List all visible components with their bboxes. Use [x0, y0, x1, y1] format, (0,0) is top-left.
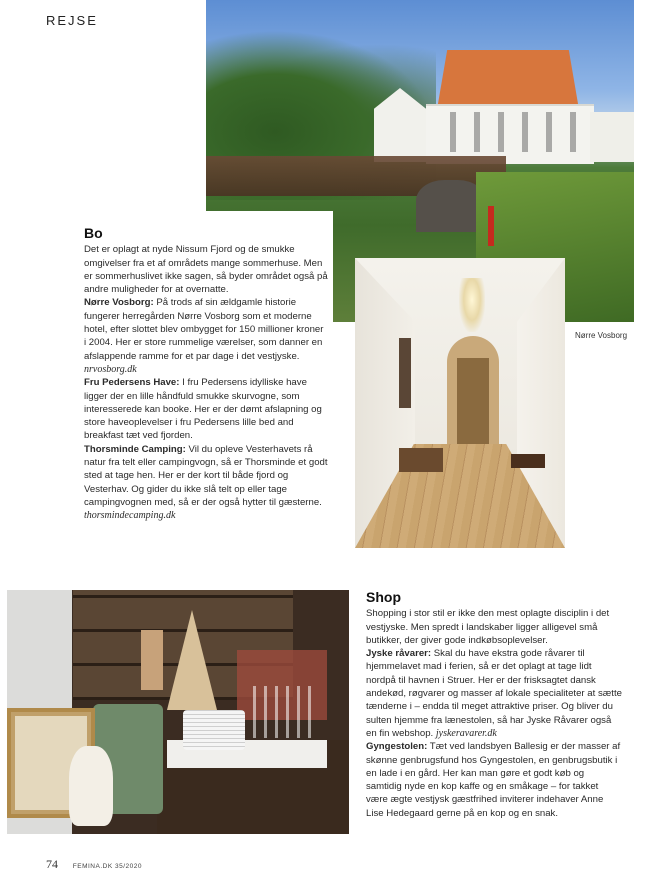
bo-entry: [84, 296, 328, 376]
bo-entry-text: Vil du opleve Vesterhavets rå natur fra telt eller campingvogn, så er Thorsminde et godt sted at tage hen. Her er der kort til både fjord og Vesterhav. Og gider du ikke slå telt op eller tage campingvognen med, så er der også hytter til gæsterne.: [84, 443, 328, 508]
shop-photo: [7, 590, 349, 834]
bo-entry-lead: Thorsminde Camping:: [84, 443, 186, 455]
shop-entry-text: Tæt ved landsbyen Ballesig er der masser af skønne genbrugsfund hos Gyngestolen, en genbrugsbutik i en lade i en gård. Her kan man gøre et godt køb og samtidig nyde en kop kaffe og en småkage – for takket være ægte vestjysk gæstfrihed inviterer indehaver Anne Lise Hedegaard gerne på en kop og en snak.: [366, 741, 621, 819]
shop-entry-url[interactable]: jyskeravarer.dk: [435, 727, 497, 739]
shop-entry-lead: Jyske råvarer:: [366, 648, 432, 660]
shop-article: [366, 591, 622, 820]
photo-caption: Nørre Vosborg: [575, 331, 628, 340]
bo-entry: [84, 376, 328, 442]
shop-intro: Shopping i stor stil er ikke den mest oplagte disciplin i det vestjyske. Men spredt i landskaber ligger alligevel små butikker, der giver gode indkøbsoplevelser.: [366, 608, 610, 646]
shop-entry: [366, 740, 622, 820]
bo-entry-text: I fru Pedersens idylliske have ligger der en lille håndfuld smukke skurvogne, som interesserede kan booke. Her er der dømt afslapning og store haveoplevelser i fru Pedersens lille bed and breakfast tæt ved fjorden.: [84, 377, 322, 442]
bo-entry: [84, 443, 328, 523]
bo-entry-lead: Fru Pedersens Have:: [84, 377, 180, 389]
hallway-photo: [355, 258, 565, 548]
shop-entry: [366, 647, 622, 740]
bo-intro: Det er oplagt at nyde Nissum Fjord og de smukke omgivelser fra et af områdets mange sommerhuse. Men er sommerhuslivet ikke sagen, så byder området også på andre muligheder for at overnatte.: [84, 244, 328, 296]
shop-entry-lead: Gyngestolen:: [366, 741, 428, 753]
shop-heading: Shop: [366, 589, 401, 605]
bo-article: [84, 227, 328, 523]
shop-entry-text: Skal du have ekstra gode råvarer til hjemmelavet mad i ferien, så er det oplagt at tage lidt nordpå til havnen i Struer. Her er der frisksagtet dansk andekød, røgvarer og masser af lokale specialiteter at sætte tænderne i – endda til meget attraktive priser. Og bliver du sulten hjemme fra lænestolen, så har Jyske Råvarer også en fin webshop.: [366, 648, 622, 739]
bo-heading: Bo: [84, 225, 103, 241]
page-number: 74: [46, 857, 58, 871]
bo-entry-url[interactable]: thorsmindecamping.dk: [84, 510, 176, 522]
bo-entry-text: På trods af sin ældgamle historie fungerer herregården Nørre Vosborg som et moderne hotel, efter slottet blev ombygget for 150 millioner kroner i 2004. Her er store rummelige værelser, som danner en afslappende ramme for et par dage i det vestjyske.: [84, 297, 324, 362]
bo-entry-url[interactable]: nrvosborg.dk: [84, 363, 137, 375]
magazine-issue: FEMINA.DK 35/2020: [72, 863, 142, 870]
page-footer: [46, 857, 142, 872]
section-label: REJSE: [46, 13, 98, 28]
bo-entry-lead: Nørre Vosborg:: [84, 297, 154, 309]
